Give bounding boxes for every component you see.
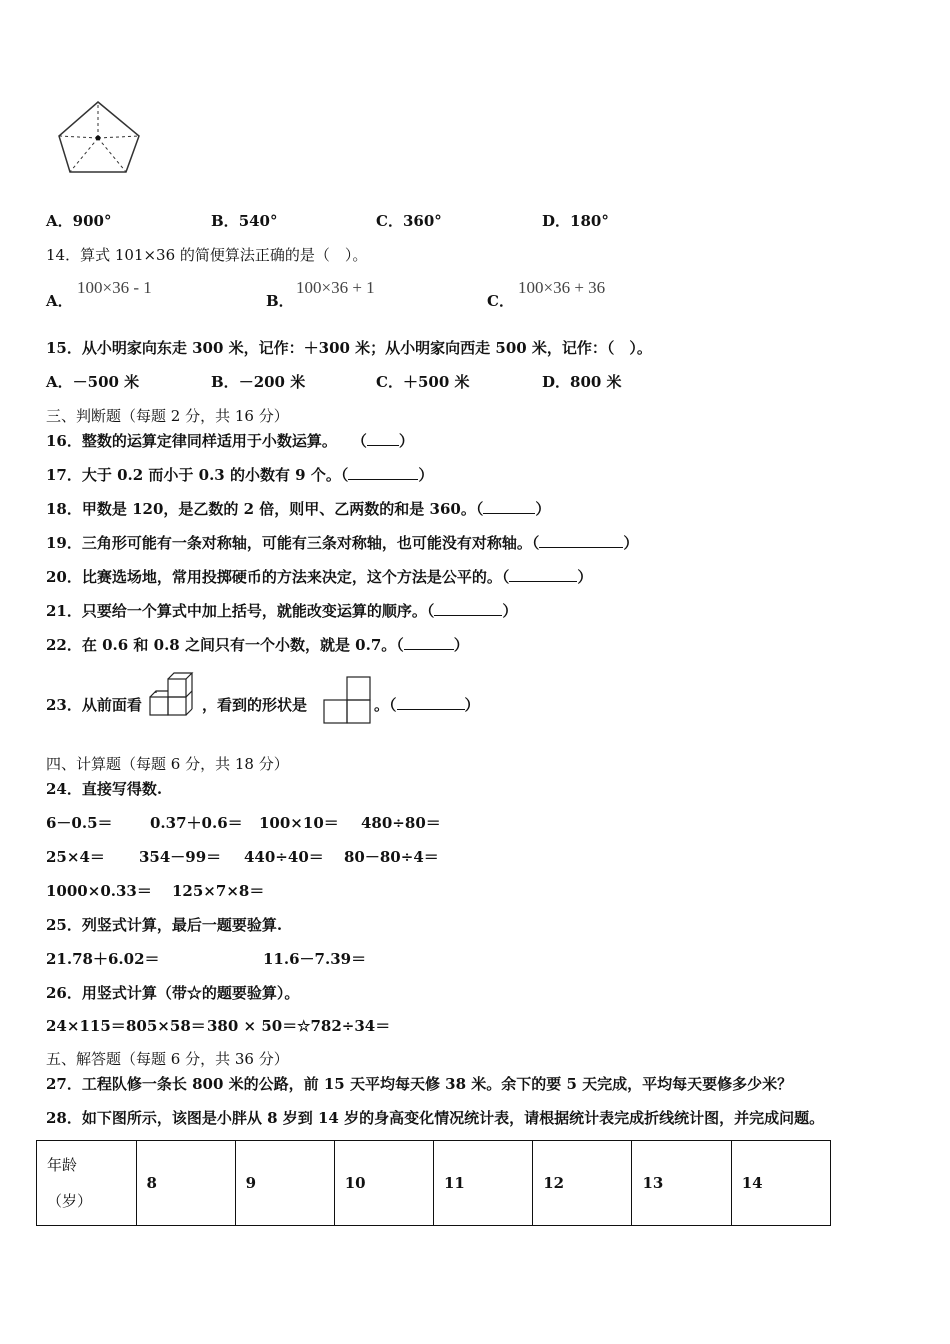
q15-option-b[interactable]: B．－200 米 [211, 373, 306, 391]
table-cell: 9 [235, 1141, 334, 1226]
age-table [36, 1140, 831, 1226]
q28-question: 28．如下图所示，该图是小胖从 8 岁到 14 岁的身高变化情况统计表，请根据统计表完成折线统计图，并完成问题。 [46, 1109, 825, 1127]
judge-item-20: 20．比赛选场地，常用投掷硬币的方法来决定，这个方法是公平的。（ ） [46, 568, 593, 586]
calc-item: 80－80÷4＝ [344, 848, 439, 866]
table-cell: 14 [731, 1141, 830, 1226]
q23-suffix: 。（ ） [374, 696, 480, 714]
q25-title: 25．列竖式计算，最后一题要验算. [46, 916, 283, 934]
calc-item: ☆782÷34＝ [297, 1017, 391, 1035]
calc-item: 480÷80＝ [361, 814, 441, 832]
q14-option-c-formula: 100×36 + 36 [518, 278, 606, 297]
table-header-cell: 年龄 （岁） [37, 1141, 137, 1226]
q13-option-d[interactable]: D．180° [542, 212, 609, 230]
judge-item-16: 16．整数的运算定律同样适用于小数运算。 （ ） [46, 432, 414, 450]
judge-item-17: 17．大于 0.2 而小于 0.3 的小数有 9 个。（ ） [46, 466, 434, 484]
answer-blank[interactable] [509, 567, 577, 582]
answer-blank[interactable] [404, 635, 454, 650]
q14-option-b-label[interactable]: B． [266, 292, 294, 310]
calc-item: 125×7×8＝ [172, 882, 265, 900]
answer-blank[interactable] [434, 601, 502, 616]
answer-blank[interactable] [483, 499, 535, 514]
cube-stack-figure [148, 672, 196, 722]
q15-question: 15．从小明家向东走 300 米，记作：＋300 米；从小明家向西走 500 米，记作：（ ）。 [46, 339, 652, 357]
calc-item: 354－99＝ [139, 848, 222, 866]
table-cell: 12 [533, 1141, 632, 1226]
calc-item: 21.78＋6.02＝ [46, 950, 160, 968]
calc-item: 1000×0.33＝ [46, 882, 152, 900]
section3-title: 三、判断题（每题 2 分，共 16 分） [46, 407, 289, 425]
q27-question: 27．工程队修一条长 800 米的公路，前 15 天平均每天修 38 米。余下的要 5 天完成，平均每天要修多少米？ [46, 1075, 793, 1093]
answer-blank[interactable] [539, 533, 623, 548]
q23-prefix: 23．从前面看 [46, 696, 142, 714]
q13-option-c[interactable]: C．360° [376, 212, 442, 230]
section5-title: 五、解答题（每题 6 分，共 36 分） [46, 1050, 289, 1068]
table-cell: 10 [334, 1141, 433, 1226]
calc-item: 25×4＝ [46, 848, 105, 866]
q23-middle: ，看到的形状是 [202, 696, 308, 714]
q15-option-a[interactable]: A．－500 米 [46, 373, 140, 391]
q15-option-d[interactable]: D．800 米 [542, 373, 622, 391]
q14-option-a-formula: 100×36 - 1 [77, 278, 152, 297]
judge-item-22: 22．在 0.6 和 0.8 之间只有一个小数，就是 0.7。（ ） [46, 636, 469, 654]
answer-blank[interactable] [367, 431, 399, 446]
calc-item: 24×115＝ [46, 1017, 126, 1035]
table-cell: 8 [136, 1141, 235, 1226]
q26-title: 26．用竖式计算（带☆的题要验算）。 [46, 984, 300, 1002]
answer-blank[interactable] [348, 465, 418, 480]
section4-title: 四、计算题（每题 6 分，共 18 分） [46, 755, 289, 773]
q15-option-c[interactable]: C．＋500 米 [376, 373, 470, 391]
calc-item: 380 × 50＝ [207, 1017, 298, 1035]
judge-item-19: 19．三角形可能有一条对称轴，可能有三条对称轴，也可能没有对称轴。（ ） [46, 534, 639, 552]
q14-question: 14．算式 101×36 的简便算法正确的是（ ）。 [46, 246, 368, 264]
q13-option-a[interactable]: A．900° [46, 212, 112, 230]
calc-item: 0.37＋0.6＝ [150, 814, 243, 832]
pentagon-figure [56, 98, 144, 176]
calc-item: 6－0.5＝ [46, 814, 113, 832]
q14-option-c-label[interactable]: C． [487, 292, 514, 310]
judge-item-18: 18．甲数是 120，是乙数的 2 倍，则甲、乙两数的和是 360。（ ） [46, 500, 551, 518]
q13-option-b[interactable]: B．540° [211, 212, 278, 230]
calc-item: 100×10＝ [259, 814, 339, 832]
answer-blank[interactable] [397, 695, 465, 710]
table-cell: 13 [632, 1141, 731, 1226]
judge-item-21: 21．只要给一个算式中加上括号，就能改变运算的顺序。（ ） [46, 602, 518, 620]
calc-item: 805×58＝ [126, 1017, 206, 1035]
q24-title: 24．直接写得数. [46, 780, 163, 798]
table-cell: 11 [433, 1141, 532, 1226]
calc-item: 440÷40＝ [244, 848, 324, 866]
q14-option-b-formula: 100×36 + 1 [296, 278, 375, 297]
table-row [37, 1141, 831, 1226]
front-view-figure [322, 676, 372, 724]
calc-item: 11.6－7.39＝ [263, 950, 367, 968]
q14-option-a-label[interactable]: A． [46, 292, 73, 310]
